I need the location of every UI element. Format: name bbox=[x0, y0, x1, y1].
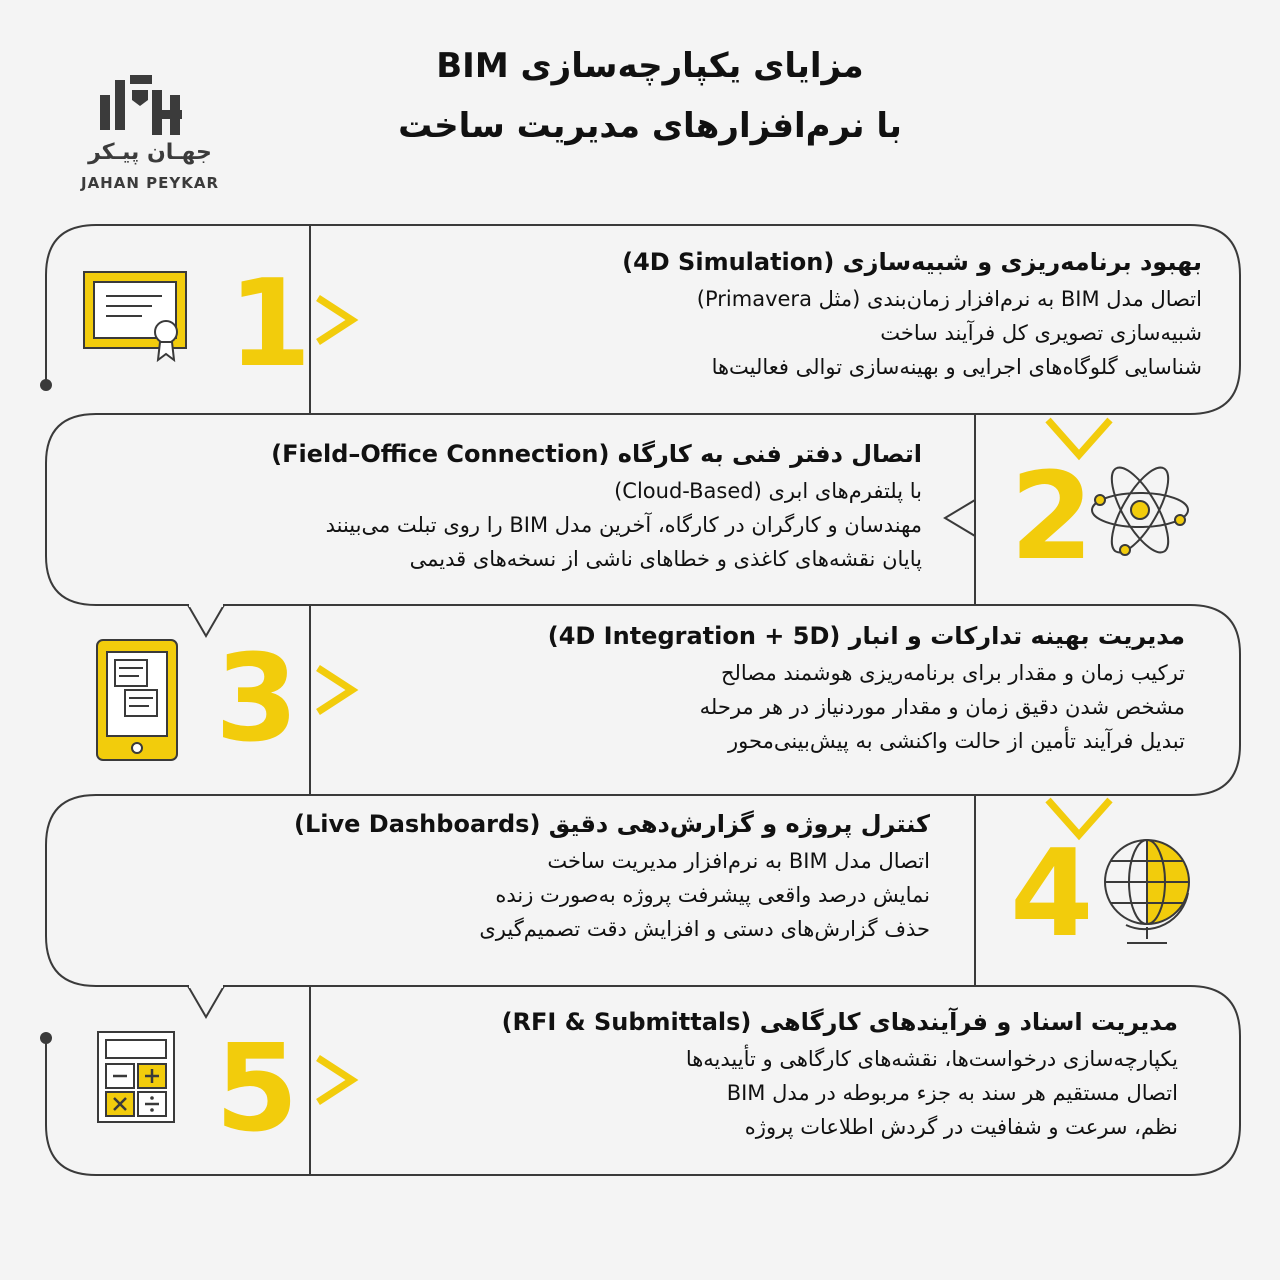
logo-name-persian: جهـان پیـکر bbox=[88, 140, 212, 165]
item-number-2: 2 bbox=[1010, 448, 1094, 587]
item-5-line-1: یکپارچه‌سازی درخواست‌ها، نقشه‌های کارگاهی و تأییدیه‌ها bbox=[685, 1047, 1178, 1071]
item-2-line-1: با پلتفرم‌های ابری (Cloud-Based) bbox=[614, 479, 922, 503]
chevron-right-5 bbox=[318, 1058, 352, 1102]
item-2-content bbox=[271, 440, 922, 576]
item-4-line-3: حذف گزارش‌های دستی و افزایش دقت تصمیم‌گیری bbox=[479, 917, 930, 941]
item-3-heading: مدیریت بهینه تدارکات و انبار (4D Integration + 5D) bbox=[547, 622, 1185, 650]
connector-dot-1 bbox=[40, 379, 52, 391]
page-title-line-2: با نرم‌افزارهای مدیریت ساخت bbox=[398, 106, 902, 146]
connector-dot-2 bbox=[40, 1032, 52, 1044]
page-title-line-1: مزایای یکپارچه‌سازی BIM bbox=[436, 46, 864, 86]
item-5-content bbox=[502, 1008, 1178, 1144]
item-2-line-2: مهندسان و کارگران در کارگاه، آخرین مدل BIM را روی تبلت می‌بینند bbox=[325, 513, 922, 537]
item-3-line-1: ترکیب زمان و مقدار برای برنامه‌ریزی هوشمند مصالح bbox=[720, 661, 1185, 685]
item-number-3: 3 bbox=[215, 630, 299, 769]
item-1-heading: بهبود برنامه‌ریزی و شبیه‌سازی (4D Simulation) bbox=[622, 248, 1202, 276]
item-3-line-2: مشخص شدن دقیق زمان و مقدار موردنیاز در هر مرحله bbox=[699, 695, 1185, 719]
certificate-icon bbox=[82, 270, 192, 365]
item-5-line-3: نظم، سرعت و شفافیت در گردش اطلاعات پروژه bbox=[744, 1115, 1178, 1139]
globe-icon bbox=[1100, 835, 1195, 950]
item-1-line-2: شبیه‌سازی تصویری کل فرآیند ساخت bbox=[880, 321, 1202, 345]
item-number-1: 1 bbox=[228, 255, 312, 394]
chevron-right-1 bbox=[318, 298, 352, 342]
item-number-4: 4 bbox=[1010, 825, 1094, 964]
item-5-heading: مدیریت اسناد و فرآیندهای کارگاهی (RFI & Submittals) bbox=[501, 1008, 1178, 1036]
logo-name-english: JAHAN PEYKAR bbox=[80, 174, 219, 192]
item-4-heading: کنترل پروژه و گزارش‌دهی دقیق (Live Dashboards) bbox=[294, 810, 930, 838]
tablet-icon bbox=[95, 638, 180, 763]
item-5-line-2: اتصال مستقیم هر سند به جزء مربوطه در مدل BIM bbox=[726, 1081, 1178, 1105]
item-4-line-1: اتصال مدل BIM به نرم‌افزار مدیریت ساخت bbox=[547, 849, 930, 873]
item-number-5: 5 bbox=[215, 1020, 299, 1159]
item-3-line-3: تبدیل فرآیند تأمین از حالت واکنشی به پیش‌بینی‌محور bbox=[728, 729, 1185, 753]
item-4-line-2: نمایش درصد واقعی پیشرفت پروژه به‌صورت زنده bbox=[495, 883, 930, 907]
item-1-content bbox=[622, 248, 1202, 384]
item-2-line-3: پایان نقشه‌های کاغذی و خطاهای ناشی از نسخه‌های قدیمی bbox=[409, 547, 922, 571]
item-3-content bbox=[548, 622, 1185, 758]
chevron-right-3 bbox=[318, 668, 352, 712]
item-2-heading: اتصال دفتر فنی به کارگاه (Field–Office Connection) bbox=[271, 440, 922, 468]
item-4-content bbox=[294, 810, 930, 946]
pointer-4 bbox=[188, 986, 224, 1017]
item-1-line-3: شناسایی گلوگاه‌های اجرایی و بهینه‌سازی توالی فعالیت‌ها bbox=[711, 355, 1202, 379]
item-1-line-1: اتصال مدل BIM به نرم‌افزار زمان‌بندی (مثل Primavera) bbox=[696, 287, 1202, 311]
calculator-icon bbox=[96, 1030, 176, 1125]
atom-icon bbox=[1085, 460, 1195, 560]
